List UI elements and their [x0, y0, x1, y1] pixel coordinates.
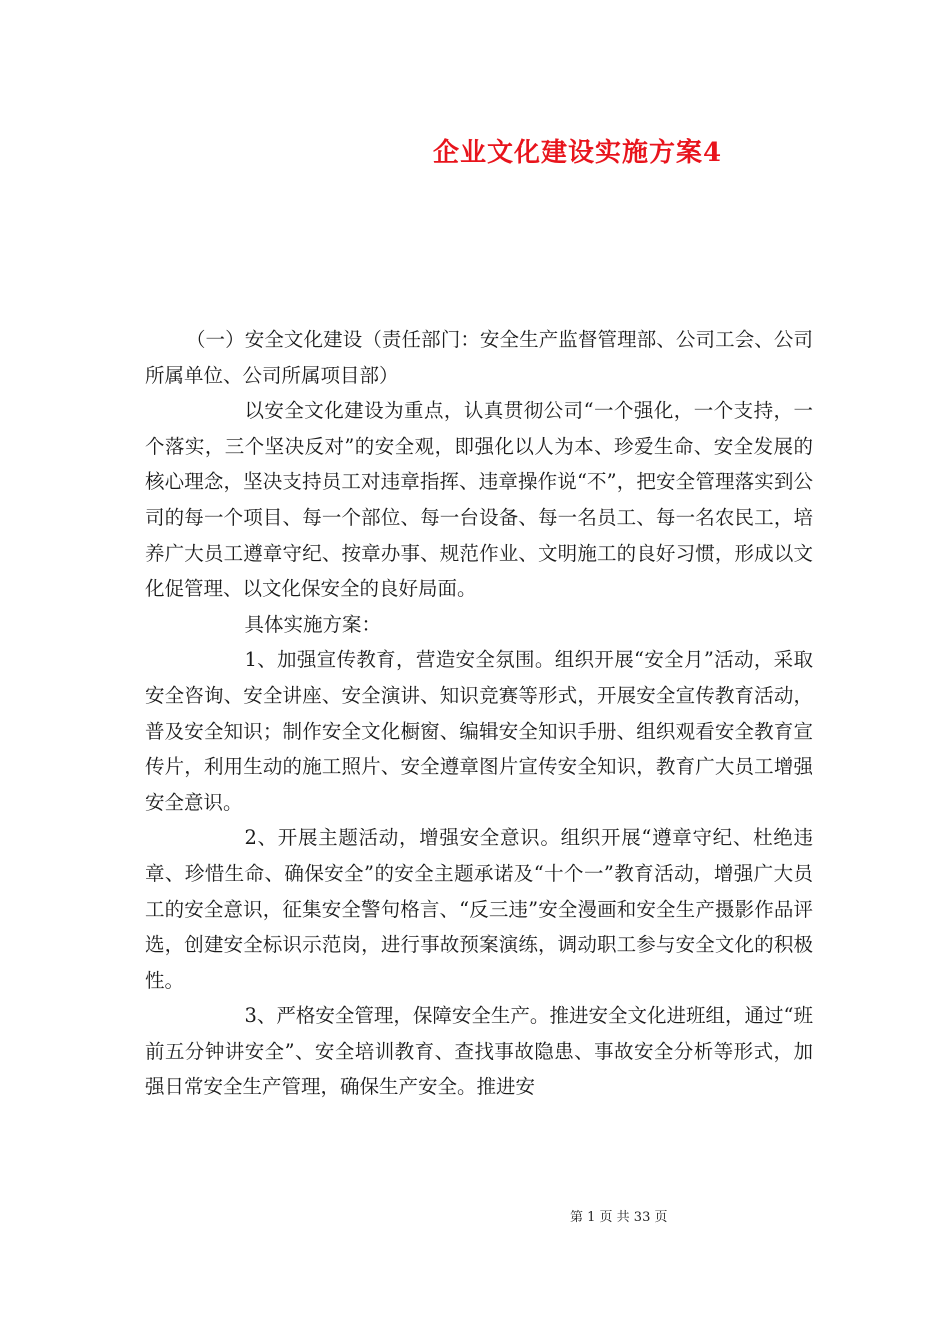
paragraph-plan-label: 具体实施方案：	[244, 612, 381, 636]
paragraph-item-1: 1、加强宣传教育，营造安全氛围。组织开展“安全月”活动，采取安全咨询、安全讲座、安全演讲、知识竞赛等形式，开展安全宣传教育活动，普及安全知识；制作安全文化橱窗、编辑安全知识手册、组织观看安全教育宣传片，利用生动的施工照片、安全遵章图片宣传安全知识，教育广大员工增强安全意识。	[145, 648, 813, 814]
document-title: 企业文化建设实施方案4	[432, 138, 723, 168]
section-heading: （一）安全文化建设（责任部门：安全生产监督管理部、公司工会、公司所属单位、公司所属项目部）	[145, 328, 813, 387]
paragraph-item-3: 3、严格安全管理，保障安全生产。推进安全文化进班组，通过“班前五分钟讲安全”、安全培训教育、查找事故隐患、事故安全分析等形式，加强日常安全生产管理，确保生产安全。推进安	[145, 1004, 813, 1099]
page-footer: 第 1 页 共 33 页	[570, 1210, 668, 1225]
paragraph-intro: 以安全文化建设为重点，认真贯彻公司“一个强化，一个支持，一个落实，三个坚决反对”的安全观，即强化以人为本、珍爱生命、安全发展的核心理念，坚决支持员工对违章指挥、违章操作说“不”，把安全管理落实到公司的每一个项目、每一个部位、每一台设备、每一名员工、每一名农民工，培养广大员工遵章守纪、按章办事、规范作业、文明施工的良好习惯，形成以文化促管理、以文化保安全的良好局面。	[145, 399, 813, 601]
document-body	[145, 322, 813, 1105]
paragraph-item-2: 2、开展主题活动，增强安全意识。组织开展“遵章守纪、杜绝违章、珍惜生命、确保安全”的安全主题承诺及“十个一”教育活动，增强广大员工的安全意识，征集安全警句格言、“反三违”安全漫画和安全生产摄影作品评选，创建安全标识示范岗，进行事故预案演练，调动职工参与安全文化的积极性。	[145, 826, 813, 992]
